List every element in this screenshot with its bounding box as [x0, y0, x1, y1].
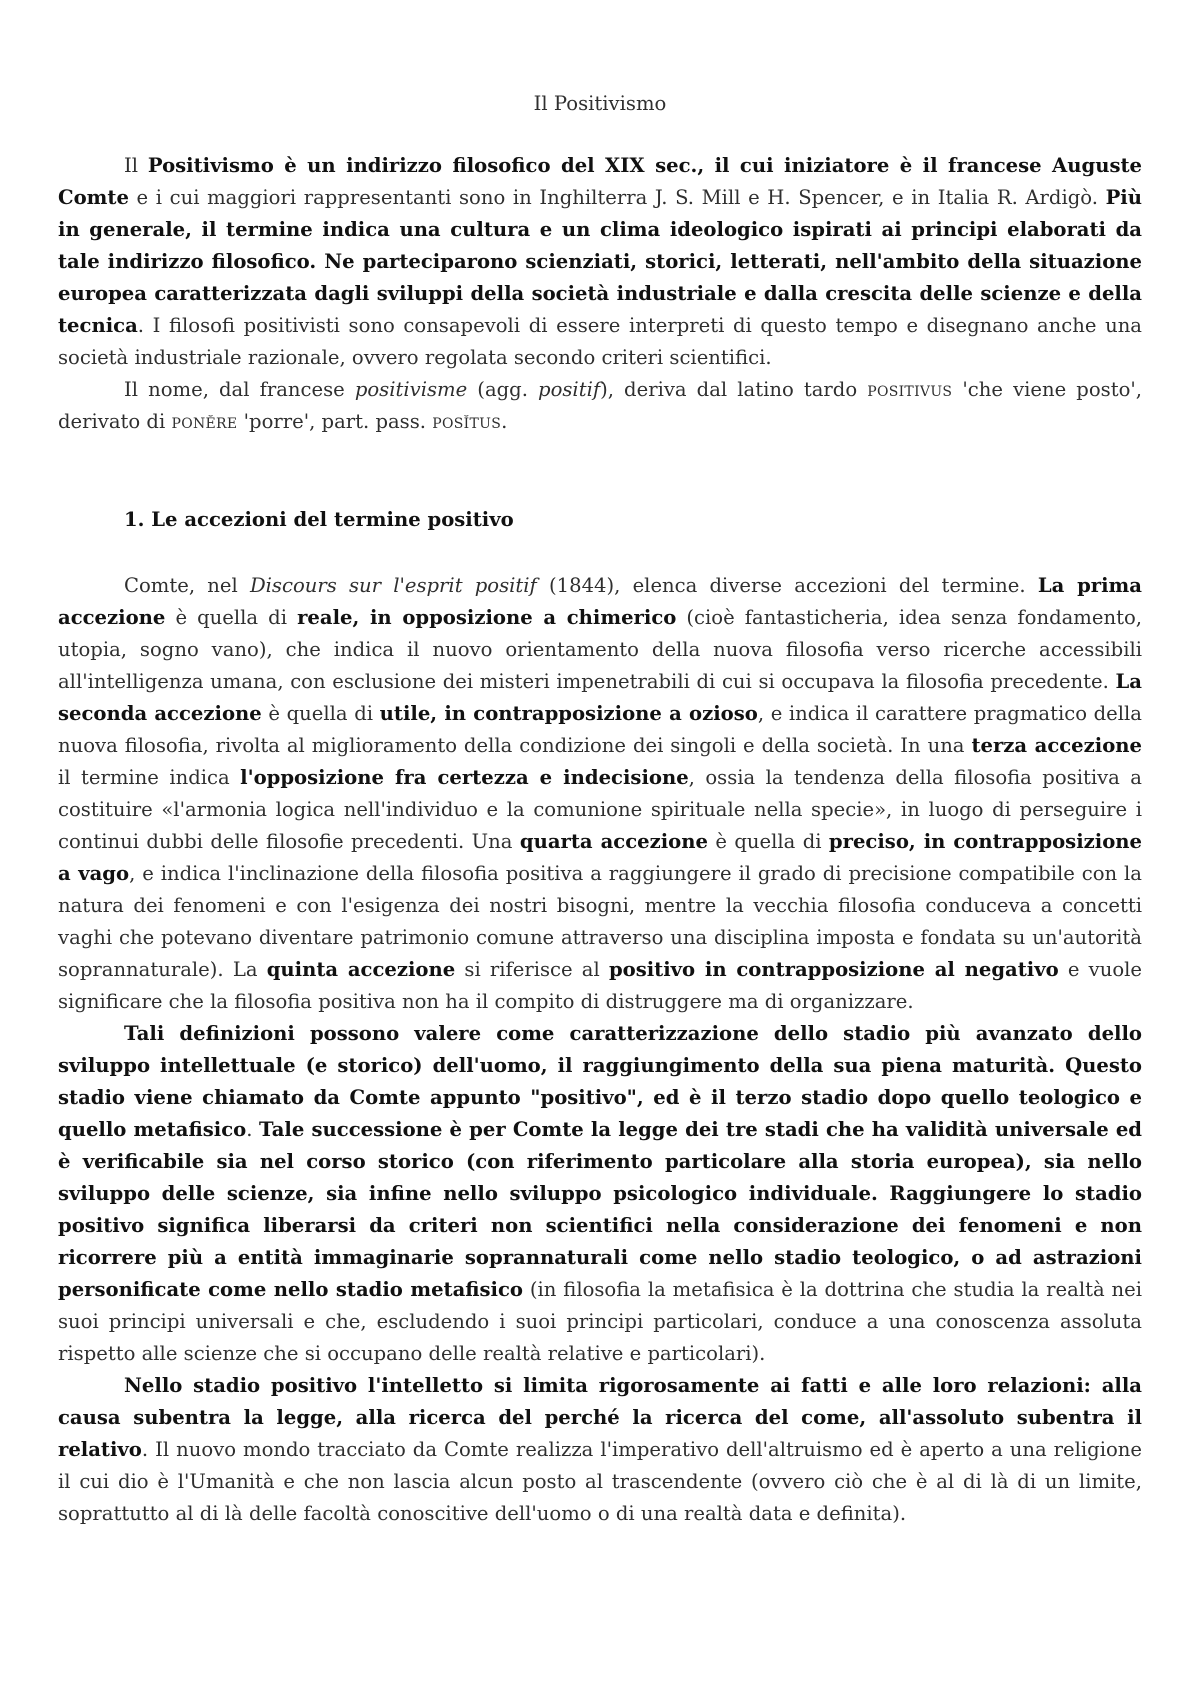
section-spacer [58, 438, 1142, 504]
section1-paragraph-1: Comte, nel Discours sur l'esprit positif (1844), elenca diverse accezioni del termine. La prima accezione è quella di reale, in opposizione a chimerico (cioè fantasticheria, idea senza fondamento, utopia, sogno vano), che indica il nuovo orientamento della nuova filosofia verso ricerche accessibili all'intelligenza umana, con esclusione dei misteri impenetrabili di cui si occupava la filosofia precedente. La seconda accezione è quella di utile, in contrapposizione a ozioso, e indica il carattere pragmatico della nuova filosofia, rivolta al miglioramento della condizione dei singoli e della società. In una terza accezione il termine indica l'opposizione fra certezza e indecisione, ossia la tendenza della filosofia positiva a costituire «l'armonia logica nell'individuo e la comunione spirituale nella specie», in luogo di perseguire i continui dubbi delle filosofie precedenti. Una quarta accezione è quella di preciso, in contrapposizione a vago, e indica l'inclinazione della filosofia positiva a raggiungere il grado di precisione compatibile con la natura dei fenomeni e con l'esigenza dei nostri bisogni, mentre la vecchia filosofia conduceva a concetti vaghi che potevano diventare patrimonio comune attraverso una disciplina imposta e fondata su un'autorità soprannaturale). La quinta accezione si riferisce al positivo in contrapposizione al negativo e vuole significare che la filosofia positiva non ha il compito di distruggere ma di organizzare. [58, 574, 1143, 1013]
section1-paragraph-3: Nello stadio positivo l'intelletto si limita rigorosamente ai fatti e alle loro relazioni: alla causa subentra la legge, alla ricerca del perché la ricerca del come, all'assoluto subentra il relativo. Il nuovo mondo tracciato da Comte realizza l'imperativo dell'altruismo ed è aperto a una religione il cui dio è l'Umanità e che non lascia alcun posto al trascendente (ovvero ciò che è al di là di un limite, soprattutto al di là delle facoltà conoscitive dell'uomo o di una realtà data e definita). [58, 1374, 1142, 1525]
document-title: Il Positivismo [533, 92, 667, 115]
section1-paragraph-2: Tali definizioni possono valere come caratterizzazione dello stadio più avanzato dello sviluppo intellettuale (e storico) dell'uomo, il raggiungimento della sua piena maturità. Questo stadio viene chiamato da Comte appunto "positivo", ed è il terzo stadio dopo quello teologico e quello metafisico. Tale successione è per Comte la legge dei tre stadi che ha validità universale ed è verificabile sia nel corso storico (con riferimento particolare alla storia europea), sia nello sviluppo delle scienze, sia infine nello sviluppo psicologico individuale. Raggiungere lo stadio positivo significa liberarsi da criteri non scientifici nella considerazione dei fenomeni e non ricorrere più a entità immaginarie soprannaturali come nello stadio teologico, o ad astrazioni personificate come nello stadio metafisico (in filosofia la metafisica è la dottrina che studia la realtà nei suoi principi universali e che, escludendo i suoi principi particolari, conduce a una conoscenza assoluta rispetto alle scienze che si occupano delle realtà relative e particolari). [58, 1022, 1142, 1365]
intro-paragraph-2: Il nome, dal francese positivisme (agg. positif), deriva dal latino tardo positivus 'che viene posto', derivato di ponĕre 'porre', part. pass. posĭtus. [58, 378, 1142, 433]
intro-paragraph-1: Il Positivismo è un indirizzo filosofico del XIX sec., il cui iniziatore è il francese Auguste Comte e i cui maggiori rappresentanti sono in Inghilterra J. S. Mill e H. Spencer, e in Italia R. Ardigò. Più in generale, il termine indica una cultura e un clima ideologico ispirati ai principi elaborati da tale indirizzo filosofico. Ne parteciparono scienziati, storici, letterati, nell'ambito della situazione europea caratterizzata dagli sviluppi della società industriale e dalla crescita delle scienze e della tecnica. I filosofi positivisti sono consapevoli di essere interpreti di questo tempo e disegnano anche una società industriale razionale, ovvero regolata secondo criteri scientifici. [58, 154, 1142, 369]
section-heading: 1. Le accezioni del termine positivo [124, 508, 514, 531]
